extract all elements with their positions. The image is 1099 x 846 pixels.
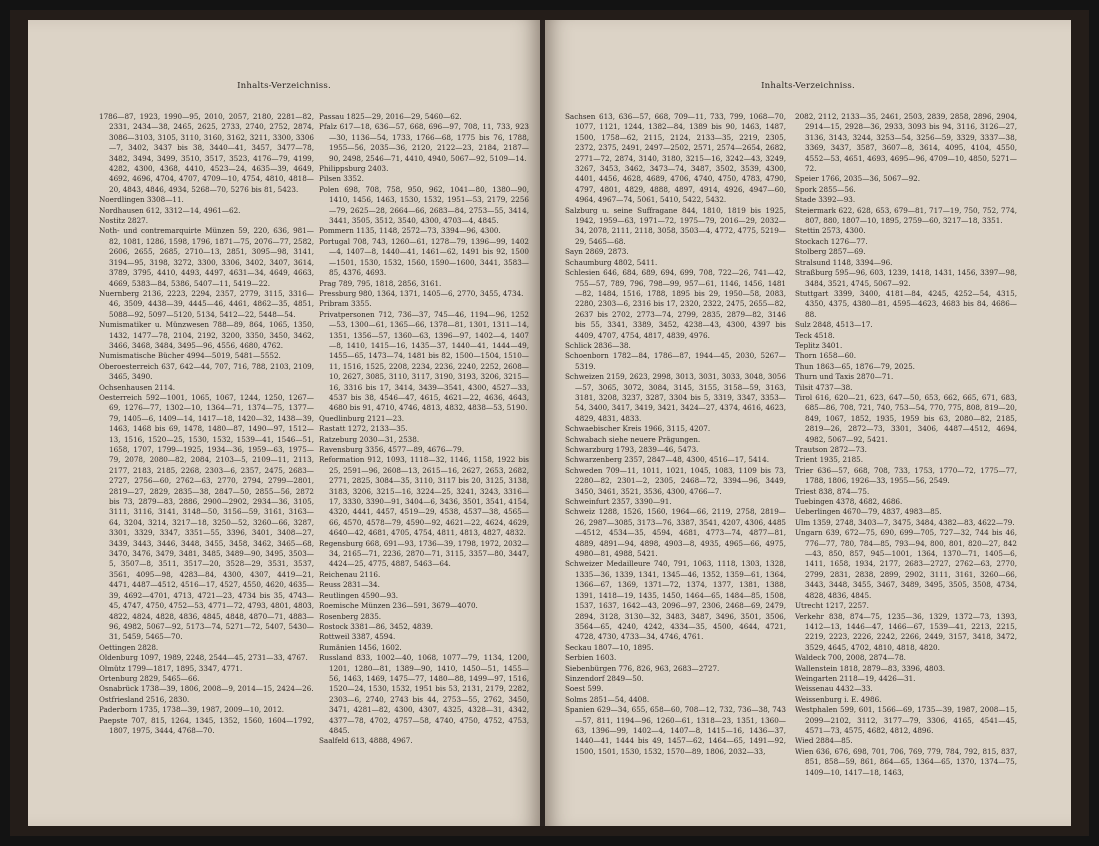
index-entry: Spork 2855—56. [795,184,856,194]
index-entry: Nuernberg 2136, 2223, 2294, 2357, 2779, 3115, 3316—46, 3509, 4438—39, 4445—46, 4461, 4862—35, 4851, 5088—92, 5097—5120, 5134, 5412—22, 5448—54. [99,288,314,319]
index-entry: Pilsen 3352. [319,174,364,184]
index-entry: Schweinfurt 2357, 3390—91. [565,497,672,507]
index-entry: Stockach 1276—77. [795,236,868,246]
index-entry: Serbien 1603. [565,653,617,663]
index-entry: Tilsit 4737—38. [795,382,853,392]
index-entry: Reichenau 2116. [319,569,381,579]
index-entry: Schaumburg 4802, 5411. [565,257,658,267]
index-entry: Soest 599. [565,684,604,694]
running-head: Inhalts-Verzeichniss. [237,81,331,91]
left-page [28,20,540,826]
index-column [99,112,314,812]
index-entry: Sulz 2848, 4513—17. [795,320,873,330]
index-entry: Schweiz 1288, 1526, 1560, 1964—66, 2119, 2758, 2819—26, 2987—3085, 3173—76, 3387, 3541, 4207, 4306, 4485—4512, 4534—35, 4594, 4681, 4773—74, 4877—81, 4889, 4891—94, 4898, 4903—8, 4935, 4965—66, 4975, 4980—81, 4988, 5421. [565,507,786,559]
index-entry: Wien 636, 676, 698, 701, 706, 769, 779, 784, 792, 815, 837, 851, 858—59, 861, 864—65, 1364—65, 1370, 1374—75, 1409—10, 1417—18, 1463, [795,746,1017,777]
index-entry: Numismatiker u. Münzwesen 788—89, 864, 1065, 1350, 1432, 1477—78, 2104, 2192, 3200, 3350, 3450, 3462, 3466, 3468, 3484, 3495—96, 4556, 4680, 4762. [99,320,314,350]
index-entry: Privatpersonen 712, 736—37, 745—46, 1194—96, 1252—53, 1300—61, 1365—66, 1378—81, 1301, 1311—14, 1351, 1356—57, 1360—63, 1396—97, 1402—4, 1407—8, 1410, 1415—16, 1435—37, 1440—41, 1444—49, 1455—65, 1473—74, 1481 bis 82, 1500—1504, 1510—11, 1516, 1525, 2208, 2234, 2236, 2240, 2252, 2608—10, 2627, 3085, 3110, 3117, 3190, 3193, 3206, 3215—16, 3316 bis 17, 3414, 3439—3541, 4300, 4527—33, 4537 bis 38, 4546—47, 4615, 4621—22, 4636, 4643, 4680 bis 91, 4710, 4746, 4813, 4832, 4838—53, 5190. [319,309,529,413]
index-entry: Teplitz 3401. [795,340,843,350]
index-entry: Ratzeburg 2030—31, 2538. [319,434,420,444]
index-entry: Ravensburg 3356, 4577—89, 4676—79. [319,445,465,454]
index-entry: Wied 2884—85. [795,736,853,746]
index-entry: Seckau 1807—10, 1895. [565,642,654,652]
index-entry: Saalfeld 613, 4888, 4967. [319,736,413,746]
index-entry: Schlesien 646, 684, 689, 694, 699, 708, 722—26, 741—42, 755—57, 789, 796, 798—99, 957—61, 1146, 1456, 1481—82, 1484, 1516, 1788, 1895 bis 29, 1950—58, 2083, 2280, 2303—6, 2316 bis 17, 2320, 2322, 2475, 2655—82, 2637 bis 2702, 2773—74, 2799, 2835, 2879—82, 3146 bis 55, 3341, 3389, 3452, 4238—43, 4300, 4397 bis 4409, 4707, 4754, 4817, 4839, 4976. [565,268,786,340]
index-entry: Trautson 2872—73. [795,445,867,454]
index-entry: Reuss 2831—34. [319,580,380,590]
index-entry: Quedlinburg 2121—23. [319,413,405,423]
index-entry: Schwaebischer Kreis 1966, 3115, 4207. [565,424,711,434]
index-entry: Ostfriesland 2516, 2830. [99,694,190,704]
index-entry: Oettingen 2828. [99,642,159,652]
index-entry: Siebenbürgen 776, 826, 963, 2683—2727. [565,663,720,673]
index-entry: Schweden 709—11, 1011, 1021, 1045, 1083, 1109 bis 73, 2280—82, 2301—2, 2305, 2468—72, 3394—96, 3449, 3450, 3461, 3521, 3536, 4300, 4766—7. [565,465,786,496]
index-entry: Ochsenhausen 2114. [99,382,176,392]
index-entry: Ungarn 639, 672—75, 690, 699—705, 727—32, 744 bis 46, 776—77, 780, 784—85, 793—94, 800, 801, 820—27, 842—43, 850, 857, 945—1001, 1364, 1370—71, 1405—6, 1411, 1658, 1934, 2177, 2683—2727, 2762—63, 2770, 2799, 2831, 2838, 2899, 2902, 3111, 3161, 3260—66, 3443, 3448, 3455, 3467, 3489, 3495, 3505, 3508, 4734, 4828, 4836, 4845. [795,528,1017,600]
index-entry: Oldenburg 1097, 1989, 2248, 2544—45, 2731—33, 4767. [99,653,308,663]
index-entry: Ortenburg 2829, 5465—66. [99,673,200,683]
index-column [319,112,529,812]
index-entry: Stade 3392—93. [795,195,856,205]
index-entry: Schlick 2836—38. [565,340,631,350]
index-entry: Stralsund 1148, 3394—96. [795,257,893,267]
index-entry: Passau 1825—29, 2016—29, 5460—62. [319,112,462,121]
index-entry: Pommern 1135, 1148, 2572—73, 3394—96, 4300. [319,226,501,236]
index-entry: 2082, 2112, 2133—35, 2461, 2503, 2839, 2858, 2896, 2904, 2914—15, 2928—36, 2933, 3093 bis 94, 3116, 3126—27, 3136, 3143, 3244, 3253—54, 3256—59, 3329, 3337—38, 3369, 3437, 3587, 3607—8, 3614, 4095, 4104, 4550, 4552—53, 4651, 4693, 4695—96, 4709—10, 4850, 5271—72. [795,112,1017,174]
index-entry: Trient 1935, 2185. [795,455,864,465]
index-entry: Weissenau 4432—33. [795,684,873,694]
index-entry: Schoenborn 1782—84, 1786—87, 1944—45, 2030, 5267—5319. [565,351,786,371]
index-entry: Westphalen 599, 601, 1566—69, 1735—39, 1987, 2008—15, 2099—2102, 3112, 3177—79, 3306, 4165, 4541—45, 4571—73, 4575, 4682, 4812, 4896. [795,705,1017,735]
index-entry: Teck 4518. [795,330,835,340]
index-entry: Schwarzenberg 2357, 2847—48, 4300, 4516—17, 5414. [565,455,769,465]
index-entry: Stolberg 2857—69. [795,247,866,257]
index-entry: Rosenberg 2835. [319,611,382,621]
index-entry: Thun 1863—65, 1876—79, 2025. [795,361,915,371]
index-entry: Ulm 1359, 2748, 3403—7, 3475, 3484, 4382—83, 4622—79. [795,517,1015,527]
index-entry: Paderborn 1735, 1738—39, 1987, 2009—10, 2012. [99,705,285,715]
index-entry: Paepste 707, 815, 1264, 1345, 1352, 1560, 1604—1792, 1807, 1975, 3444, 4768—70. [99,715,314,735]
index-entry: Weingarten 2118—19, 4426—31. [795,673,916,683]
index-entry: Straßburg 595—96, 603, 1239, 1418, 1431, 1456, 3397—98, 3484, 3521, 4745, 5067—92. [795,268,1017,288]
index-entry: Schweizen 2159, 2623, 2998, 3013, 3031, 3033, 3048, 3056—57, 3065, 3072, 3084, 3145, 3155, 3158—59, 3163, 3181, 3208, 3237, 3287, 3304 bis 5, 3319, 3347, 3353—54, 3400, 3417, 3419, 3421, 3424—27, 4374, 4616, 4623, 4829, 4831, 4833. [565,372,786,423]
index-entry: Speier 1766, 2035—36, 5067—92. [795,174,921,184]
index-entry: Spanien 629—34, 655, 658—60, 708—12, 732, 736—38, 743—57, 811, 1194—96, 1260—61, 1318—23, 1351, 1360—63, 1396—99, 1402—4, 1407—8, 1415—16, 1436—37, 1440—41, 1444 bis 49, 1457—62, 1464—65, 1491—92, 1500, 1501, 1530, 1532, 1570—89, 1806, 2032—33, [565,705,786,756]
index-entry: Steiermark 622, 628, 653, 679—81, 717—19, 750, 752, 774, 807, 880, 1807—10, 1895, 2759—60, 3217—18, 3351. [795,205,1017,226]
index-entry: Weissenburg i. E. 4986. [795,694,882,704]
index-entry: Ueberlingen 4670—79, 4837, 4983—85. [795,507,942,517]
index-entry: Noth- und contremarquirte Münzen 59, 220, 636, 981—82, 1081, 1286, 1598, 1796, 1871—75, 2076—77, 2582, 2606, 2655, 2685, 2710—13, 2851, 3095—98, 3141, 3194—95, 3198, 3272, 3300, 3306, 3402, 3407, 3614, 3789, 3795, 4410, 4493, 4497, 4631—34, 4649, 4663, 4669, 5383—84, 5386, 5407—11, 5419—22. [99,226,314,288]
index-entry: Reutlingen 4590—93. [319,590,399,600]
index-entry: Regensburg 668, 691—93, 1736—39, 1798, 1972, 2032—34, 2165—71, 2236, 2870—71, 3115, 3357—80, 3447, 4424—25, 4775, 4887, 5463—64. [319,538,529,569]
right-page [545,20,1071,826]
index-entry: Roemische Münzen 236—591, 3679—4070. [319,601,478,611]
index-entry: Sachsen 613, 636—57, 668, 709—11, 733, 799, 1068—70, 1077, 1121, 1244, 1382—84, 1389 bis 90, 1463, 1487, 1500, 1758—62, 2115, 2124, 2133—35, 2219, 2305, 2372, 2375, 2491, 2497—2502, 2571, 2574—2654, 2682, 2771—72, 2874, 3140, 3180, 3215—16, 3242—43, 3249, 3267, 3453, 3462, 3473—74, 3487, 3502, 3539, 4300, 4401, 4456, 4628, 4689, 4706, 4740, 4750, 4783, 4790, 4797, 4801, 4829, 4888, 4897, 4914, 4926, 4947—60, 4964, 4967—74, 5061, 5410, 5422, 5432. [565,112,786,205]
index-entry: Philippsburg 2403. [319,164,389,174]
index-entry: Schwarzburg 1793, 2839—46, 5473. [565,445,699,454]
index-entry: Solms 2851—54, 4408. [565,694,650,704]
index-entry: Nostitz 2827. [99,216,149,226]
index-entry: Sayn 2869, 2873. [565,247,629,257]
index-entry: Noerdlingen 3308—11. [99,195,184,205]
index-entry: Rastatt 1272, 2133—35. [319,424,408,434]
index-entry: Rumänien 1456, 1602. [319,642,402,652]
index-entry: Thorn 1658—60. [795,351,857,361]
index-entry: Schwabach siehe neuere Prägungen. [565,434,701,444]
index-entry: Oesterreich 592—1001, 1065, 1067, 1244, 1250, 1267—69, 1276—77, 1302—10, 1364—71, 1374—75, 1377—79, 1405—6, 1409—14, 1417—18, 1420—32, 1438—39, 1463, 1468 bis 69, 1478, 1480—87, 1490—97, 1512—13, 1516, 1520—25, 1530, 1532, 1539—41, 1546—51, 1658, 1707, 1799—1925, 1934—36, 1959—63, 1975—79, 2078, 2080—82, 2084, 2103—5, 2109—11, 2113, 2177, 2183, 2185, 2268, 2303—6, 2357, 2475, 2683—2727, 2756—60, 2762—63, 2770, 2794, 2799—2801, 2819—27, 2829, 2835—38, 2847—50, 2855—56, 2872 bis 73, 2879—83, 2886, 2900—2902, 2934—36, 3105, 3111, 3116, 3141, 3148—50, 3156—59, 3161, 3163—64, 3204, 3214, 3217—18, 3250—52, 3260—66, 3287, 3301, 3329, 3347, 3351—55, 3396, 3401, 3408—27, 3439, 3443, 3446, 3448, 3455, 3458, 3462, 3465—68, 3470, 3476, 3479, 3481, 3485, 3489—90, 3495, 3503—5, 3507—8, 3511, 3517—20, 3528—29, 3531, 3537, 3561, 4095—98, 4283—84, 4300, 4307, 4419—21, 4471, 4487—4512, 4516—17, 4527, 4550, 4620, 4635—39, 4692—4701, 4713, 4721—23, 4734 bis 35, 4743—45, 4747, 4750, 4752—53, 4771—72, 4793, 4801, 4803, 4822, 4824, 4828, 4836, 4845, 4848, 4870—71, 4883—96, 4982, 5067—92, 5173—74, 5271—72, 5407, 5430—31, 5459, 5465—70. [99,392,314,642]
index-entry: Pressburg 980, 1364, 1371, 1405—6, 2770, 3455, 4734. [319,288,524,298]
index-entry: Polen 698, 708, 758, 950, 962, 1041—80, 1380—90, 1410, 1456, 1463, 1530, 1532, 1951—53, 2179, 2256—79, 2625—28, 2664—66, 2683—84, 2753—55, 3414, 3441, 3505, 3512, 3540, 4300, 4703—4, 4845. [319,184,529,226]
index-entry: Salzburg u. seine Suffragane 844, 1810, 1819 bis 1925, 1942, 1959—63, 1971—72, 1975—79, 2016—29, 2032—34, 2078, 2111, 2118, 3058, 3503—4, 4772, 4775, 5219—29, 5465—68. [565,205,786,246]
index-entry: Tirol 616, 620—21, 623, 647—50, 653, 662, 665, 671, 683, 685—86, 708, 721, 740, 753—54, 770, 775, 808, 819—20, 849, 1067, 1852, 1935, 1959 bis 63, 2080—82, 2185, 2819—26, 2872—73, 3301, 3406, 4487—4512, 4694, 4982, 5067—92, 5421. [795,392,1017,444]
index-entry: Waldeck 700, 2008, 2874—78. [795,653,906,663]
index-entry: Schweizer Medailleure 740, 791, 1063, 1118, 1303, 1328, 1335—36, 1339, 1341, 1345—46, 1352, 1359—61, 1364, 1366—67, 1369, 1371—72, 1374, 1377, 1381, 1388, 1391, 1418—19, 1435, 1450, 1464—65, 1484—85, 1508, 1537, 1637, 1642—43, 2096—97, 2306, 2468—69, 2479, 2894, 3128, 3130—32, 3483, 3487, 3496, 3501, 3506, 3564—65, 4240, 4242, 4334—35, 4500, 4644, 4721, 4728, 4730, 4733—34, 4746, 4761. [565,559,786,642]
index-column [795,112,1017,812]
index-entry: Numismatische Bücher 4994—5019, 5481—5552. [99,351,281,361]
index-entry: Nordhausen 612, 3312—14, 4961—62. [99,205,241,215]
index-column [565,112,786,812]
index-entry: Reformation 912, 1093, 1118—32, 1146, 1158, 1922 bis 25, 2591—96, 2608—13, 2615—16, 2627, 2653, 2682, 2771, 2825, 3084—35, 3110, 3117 bis 20, 3125, 3138, 3183, 3206, 3215—16, 3224—25, 3241, 3243, 3316—17, 3330, 3390—91, 3404—6, 3436, 3501, 3541, 4154, 4320, 4441, 4457, 4519—29, 4538, 4537—38, 4565—66, 4570, 4578—79, 4590—92, 4621—22, 4624, 4629, 4640—42, 4681, 4705, 4754, 4811, 4813, 4827, 4832. [319,455,529,538]
index-entry: Osnabrück 1738—39, 1806, 2008—9, 2014—15, 2424—26. [99,684,314,694]
index-entry: Portugal 708, 743, 1260—61, 1278—79, 1396—99, 1402—4, 1407—8, 1440—41, 1461—62, 1491 bis 92, 1500—1501, 1530, 1532, 1560, 1590—1600, 3441, 3583—85, 4376, 4693. [319,236,529,278]
index-entry: Rostock 3381—86, 3452, 4839. [319,621,433,631]
running-head: Inhalts-Verzeichniss. [761,81,855,91]
index-entry: Rottweil 3387, 4594. [319,632,396,642]
index-entry: Olmütz 1799—1817, 1895, 3347, 4771. [99,663,243,673]
index-entry: Triest 838, 874—75. [795,486,870,496]
index-entry: Oberoesterreich 637, 642—44, 707, 716, 788, 2103, 2109, 3465, 3490. [99,361,314,382]
index-entry: Verkehr 838, 874—75, 1235—36, 1329, 1372—73, 1393, 1412—13, 1446—47, 1466—67, 1539—41, 2213, 2215, 2219, 2223, 2226, 2242, 2266, 2449, 3157, 3418, 3472, 3529, 4645, 4702, 4810, 4818, 4820. [795,611,1017,652]
index-entry: Thurn und Taxis 2870—71. [795,372,894,382]
book-spread [10,10,1089,836]
index-entry: Utrecht 1217, 2257. [795,601,869,611]
index-entry: Pribram 3355. [319,299,372,309]
index-entry: Wallenstein 1818, 2879—83, 3396, 4803. [795,663,946,673]
index-entry: Tuebingen 4378, 4682, 4686. [795,497,903,507]
index-entry: Stettin 2573, 4300. [795,226,866,236]
index-entry: 1786—87, 1923, 1990—95, 2010, 2057, 2180, 2281—82, 2331, 2434—38, 2465, 2625, 2733, 2740, 2752, 2874, 3086—3103, 3105, 3110, 3160, 3162, 3211, 3300, 3306—7, 3402, 3437 bis 38, 3440—41, 3457, 3477—78, 3482, 3494, 3499, 3510, 3517, 3523, 4176—79, 4199, 4282, 4300, 4368, 4410, 4523—24, 4635—39, 4649, 4692, 4696, 4704, 4707, 4709—10, 4754, 4810, 4818—20, 4843, 4846, 4934, 5268—70, 5276 bis 81, 5423. [99,112,314,194]
index-entry: Trier 636—57, 668, 708, 733, 1753, 1770—72, 1775—77, 1788, 1806, 1926—33, 1955—56, 2549. [795,465,1017,486]
index-entry: Prag 789, 795, 1818, 2856, 3161. [319,278,442,288]
index-entry: Pfalz 617—18, 636—57, 668, 696—97, 708, 11, 733, 923—30, 1136—54, 1733, 1766—68, 1775 bis 76, 1788, 1955—56, 2035—36, 2120, 2122—23, 2184, 2187—90, 2498, 2546—71, 4410, 4940, 5067—92, 5109—14. [319,122,529,163]
index-entry: Russland 833, 1002—40, 1068, 1077—79, 1134, 1200, 1201, 1280—81, 1389—90, 1410, 1450—51, 1455—56, 1463, 1469, 1475—77, 1480—88, 1499—97, 1516, 1520—24, 1530, 1532, 1951 bis 53, 2131, 2179, 2282, 2303—6, 2740, 2743 bis 44, 2753—55, 2762, 3450, 3471, 4281—82, 4300, 4307, 4325, 4328—31, 4342, 4377—78, 4702, 4757—58, 4740, 4750, 4752, 4753, 4845. [319,653,529,735]
index-entry: Stuttgart 3399, 3400, 4181—84, 4245, 4252—54, 4315, 4350, 4375, 4380—81, 4595—4623, 4683 bis 84, 4686—88. [795,288,1017,319]
index-entry: Sinzendorf 2849—50. [565,673,644,683]
